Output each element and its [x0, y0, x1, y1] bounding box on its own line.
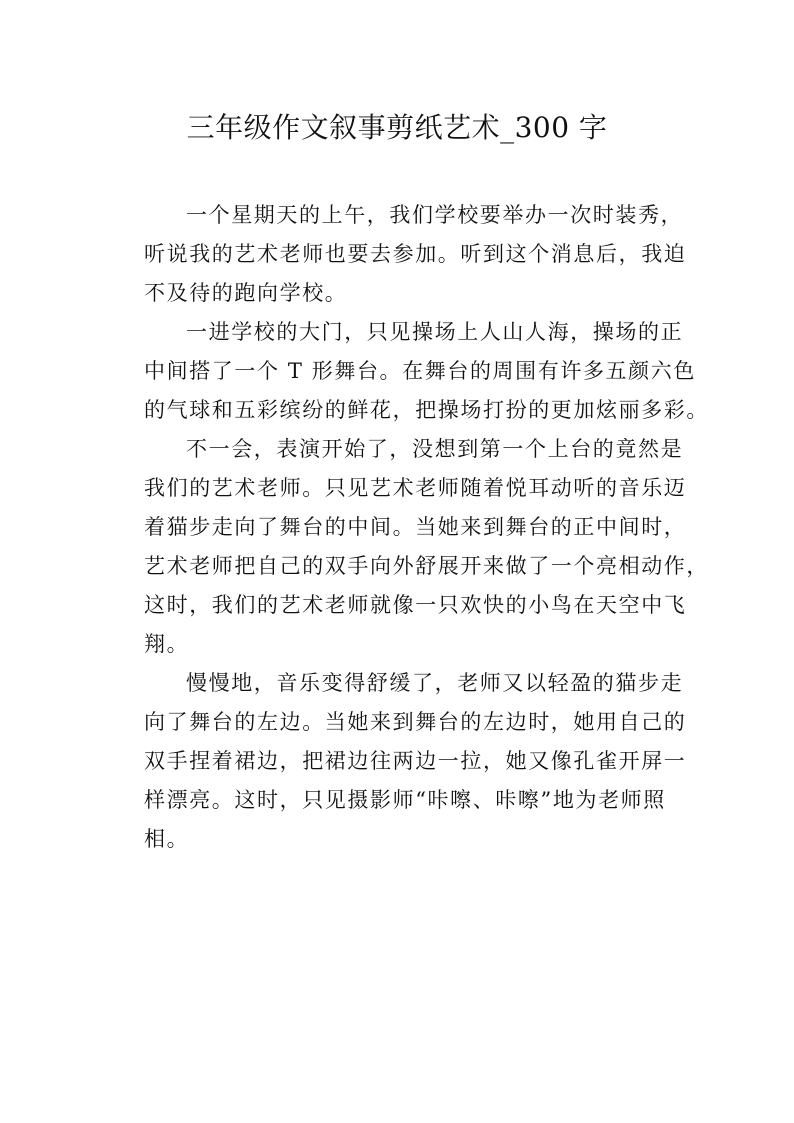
paragraph-3-line-6: 翔。	[144, 632, 190, 656]
paragraph-2-line-3: 的气球和五彩缤纷的鲜花，把操场打扮的更加炫丽多彩。	[144, 398, 709, 422]
paragraph-3-line-3: 着猫步走向了舞台的中间。当她来到舞台的正中间时，	[144, 515, 687, 539]
paragraph-4-line-3: 双手捏着裙边，把裙边往两边一拉，她又像孔雀开屏一	[144, 749, 687, 773]
paragraph-4-line-5: 相。	[144, 827, 190, 851]
paragraph-1-line-2: 听说我的艺术老师也要去参加。听到这个消息后，我迫	[144, 242, 687, 266]
paragraph-2-line-1: 一进学校的大门，只见操场上人山人海，操场的正	[186, 320, 684, 344]
paragraph-4-line-4: 样漂亮。这时，只见摄影师“咔嚓、咔嚓”地为老师照	[144, 788, 666, 812]
page-title: 三年级作文叙事剪纸艺术_300 字	[186, 111, 608, 144]
paragraph-2-line-2: 中间搭了一个 T 形舞台。在舞台的周围有许多五颜六色	[144, 359, 696, 383]
paragraph-3-line-4: 艺术老师把自己的双手向外舒展开来做了一个亮相动作，	[144, 554, 709, 578]
paragraph-3-line-2: 我们的艺术老师。只见艺术老师随着悦耳动听的音乐迈	[144, 476, 687, 500]
paragraph-3-line-5: 这时，我们的艺术老师就像一只欢快的小鸟在天空中飞	[144, 593, 687, 617]
essay-body	[144, 196, 709, 859]
paragraph-4-line-1: 慢慢地，音乐变得舒缓了，老师又以轻盈的猫步走	[186, 671, 684, 695]
paragraph-1-line-1: 一个星期天的上午，我们学校要举办一次时装秀，	[186, 203, 684, 227]
paragraph-1-line-3: 不及待的跑向学校。	[144, 281, 348, 305]
paragraph-3-line-1: 不一会，表演开始了，没想到第一个上台的竟然是	[186, 437, 684, 461]
paragraph-4-line-2: 向了舞台的左边。当她来到舞台的左边时，她用自己的	[144, 710, 687, 734]
